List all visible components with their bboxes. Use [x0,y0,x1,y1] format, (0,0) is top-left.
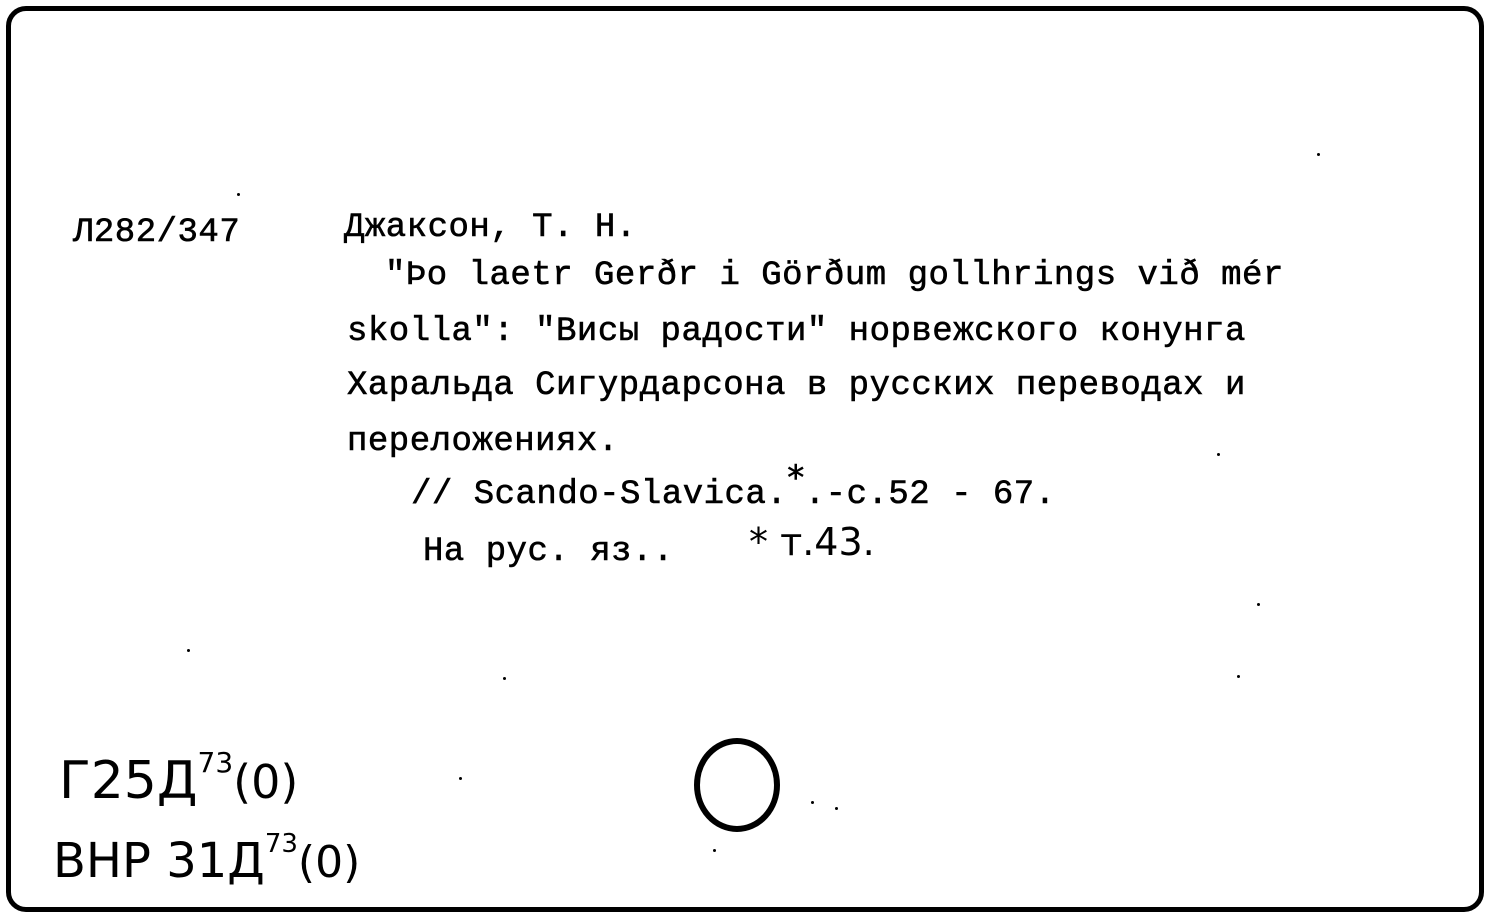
speck [811,801,814,804]
class-1-tail: (0) [233,755,299,809]
title-line-3: Харальда Сигурдарсона в русских переводах и [347,367,1246,405]
call-number: Л282/347 [73,214,241,252]
class-1-main: Г25Д [59,751,198,811]
class-2-main: ВНР 31Д [53,833,265,889]
speck [1237,675,1240,678]
speck [187,649,190,652]
source-pages: .-с.52 - 67. [804,476,1056,514]
source-handwritten-mark: * [787,458,805,498]
classification-code-1 [59,746,299,811]
volume-note-handwritten: * т.43. [749,520,875,564]
speck [503,677,506,680]
speck [1217,453,1220,456]
author-heading: Джаксон, Т. Н. [344,209,637,247]
class-2-tail: (0) [297,837,361,888]
source-prefix: // Scando-Slavica. [411,476,788,514]
language-note: На рус. яз.. [423,533,674,571]
speck [835,807,838,810]
class-1-sup: 73 [197,746,234,779]
catalog-card [6,6,1484,912]
speck [459,777,462,780]
punch-hole [683,729,793,839]
speck [1317,153,1320,156]
speck [237,193,240,196]
title-line-4: переложениях. [347,423,619,461]
speck [713,849,716,852]
title-line-1: "Þo laetr Gerðr i Görðum gollhrings við mér [385,257,1284,295]
source-line [411,458,1056,514]
title-line-2: skolla": "Висы радости" норвежского конунга [347,313,1246,351]
speck [1257,603,1260,606]
classification-code-2 [53,829,361,889]
class-2-sup: 73 [264,829,298,859]
